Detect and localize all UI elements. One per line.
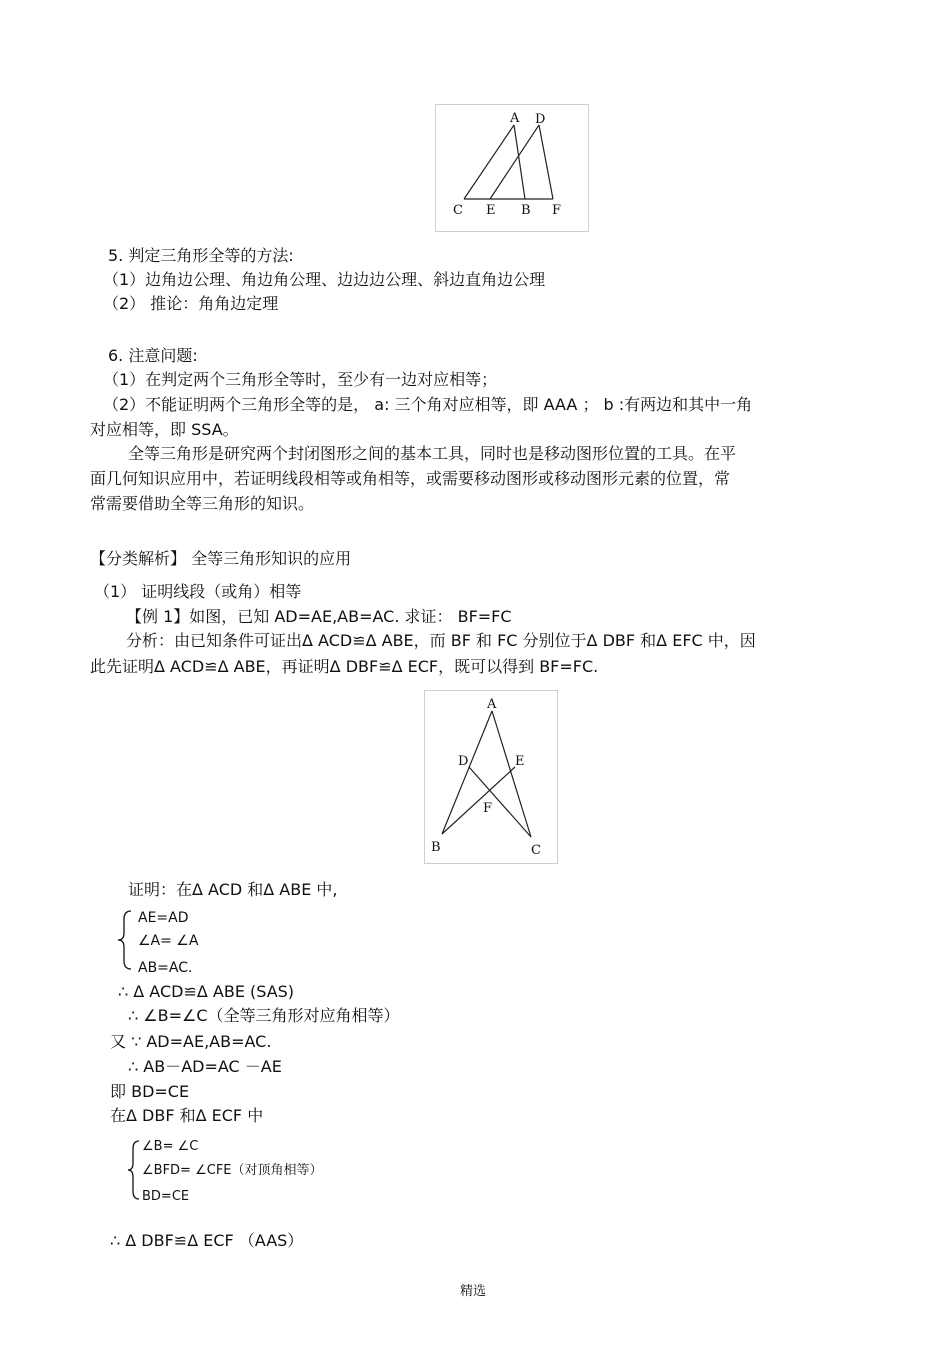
fig2-label-f: F [483,801,493,816]
section6-item2-line2: 对应相等，即 SSA。 [90,420,239,439]
brace1-line1: AE=AD [138,910,189,926]
label-a: A [510,111,520,126]
example1-statement: 【例 1】如图，已知 AD=AE,AB=AC. 求证： BF=FC [126,607,512,626]
left-brace-2 [126,1139,142,1201]
figure-2-svg [425,691,557,863]
section6-para-line1: 全等三角形是研究两个封闭图形之间的基本工具，同时也是移动图形位置的工具。在平 [128,444,737,463]
section6-item1: （1）在判定两个三角形全等时，至少有一边对应相等； [103,370,498,389]
section6-heading: 6. 注意问题: [108,346,198,365]
fig2-label-b: B [431,840,441,855]
brace2-line3: BD=CE [142,1189,190,1204]
left-brace-1 [116,909,134,971]
label-c: C [453,203,463,218]
proof-line5: 即 BD=CE [110,1082,190,1101]
proof-line3: 又 ∵ AD=AE,AB=AC. [110,1032,272,1051]
label-d: D [535,112,546,127]
fig2-label-d: D [458,754,469,769]
fig2-label-a: A [487,697,497,712]
fig2-label-e: E [515,754,525,769]
page-footer: 精选 [460,1284,487,1299]
proof-line6: 在Δ DBF 和Δ ECF 中 [110,1106,264,1125]
brace2-line2: ∠BFD= ∠CFE（对顶角相等） [142,1163,323,1178]
proof-line4: ∴ AB－AD=AC －AE [128,1057,282,1076]
analysis-explain-line2: 此先证明Δ ACD≌Δ ABE，再证明Δ DBF≌Δ ECF，既可以得到 BF=FC. [90,657,599,676]
figure-example1-triangle [424,690,558,864]
brace1-line2: ∠A= ∠A [138,933,199,949]
figure-triangles-abc-def [435,104,589,232]
brace1-line3: AB=AC. [138,960,193,976]
proof-line2: ∴ ∠B=∠C（全等三角形对应角相等） [128,1006,400,1025]
brace2-line1: ∠B= ∠C [142,1139,199,1154]
analysis-heading: 【分类解析】 全等三角形知识的应用 [90,549,352,568]
section5-item2: （2） 推论：角角边定理 [103,294,279,313]
label-e: E [486,203,496,218]
section5-item1: （1）边角边公理、角边角公理、边边边公理、斜边直角边公理 [103,270,546,289]
figure-1-svg [436,105,588,231]
proof-conclusion: ∴ Δ DBF≌Δ ECF （AAS） [110,1231,304,1250]
section6-item2-line1: （2）不能证明两个三角形全等的是， a: 三个角对应相等，即 AAA ； b :有两边和其中一角 [103,395,753,414]
proof-intro: 证明：在Δ ACD 和Δ ABE 中, [128,880,338,899]
proof-line1: ∴ Δ ACD≌Δ ABE (SAS) [118,982,295,1001]
section5-heading: 5. 判定三角形全等的方法: [108,246,294,265]
section6-para-line3: 常需要借助全等三角形的知识。 [90,494,315,513]
fig2-label-c: C [531,843,541,858]
analysis-sub1: （1） 证明线段（或角）相等 [94,582,302,601]
section6-para-line2: 面几何知识应用中，若证明线段相等或角相等，或需要移动图形或移动图形元素的位置，常 [90,469,731,488]
label-f: F [552,203,562,218]
label-b: B [521,203,531,218]
analysis-explain-line1: 分析：由已知条件可证出Δ ACD≌Δ ABE，而 BF 和 FC 分别位于Δ DBF 和Δ EFC 中，因 [126,631,756,650]
